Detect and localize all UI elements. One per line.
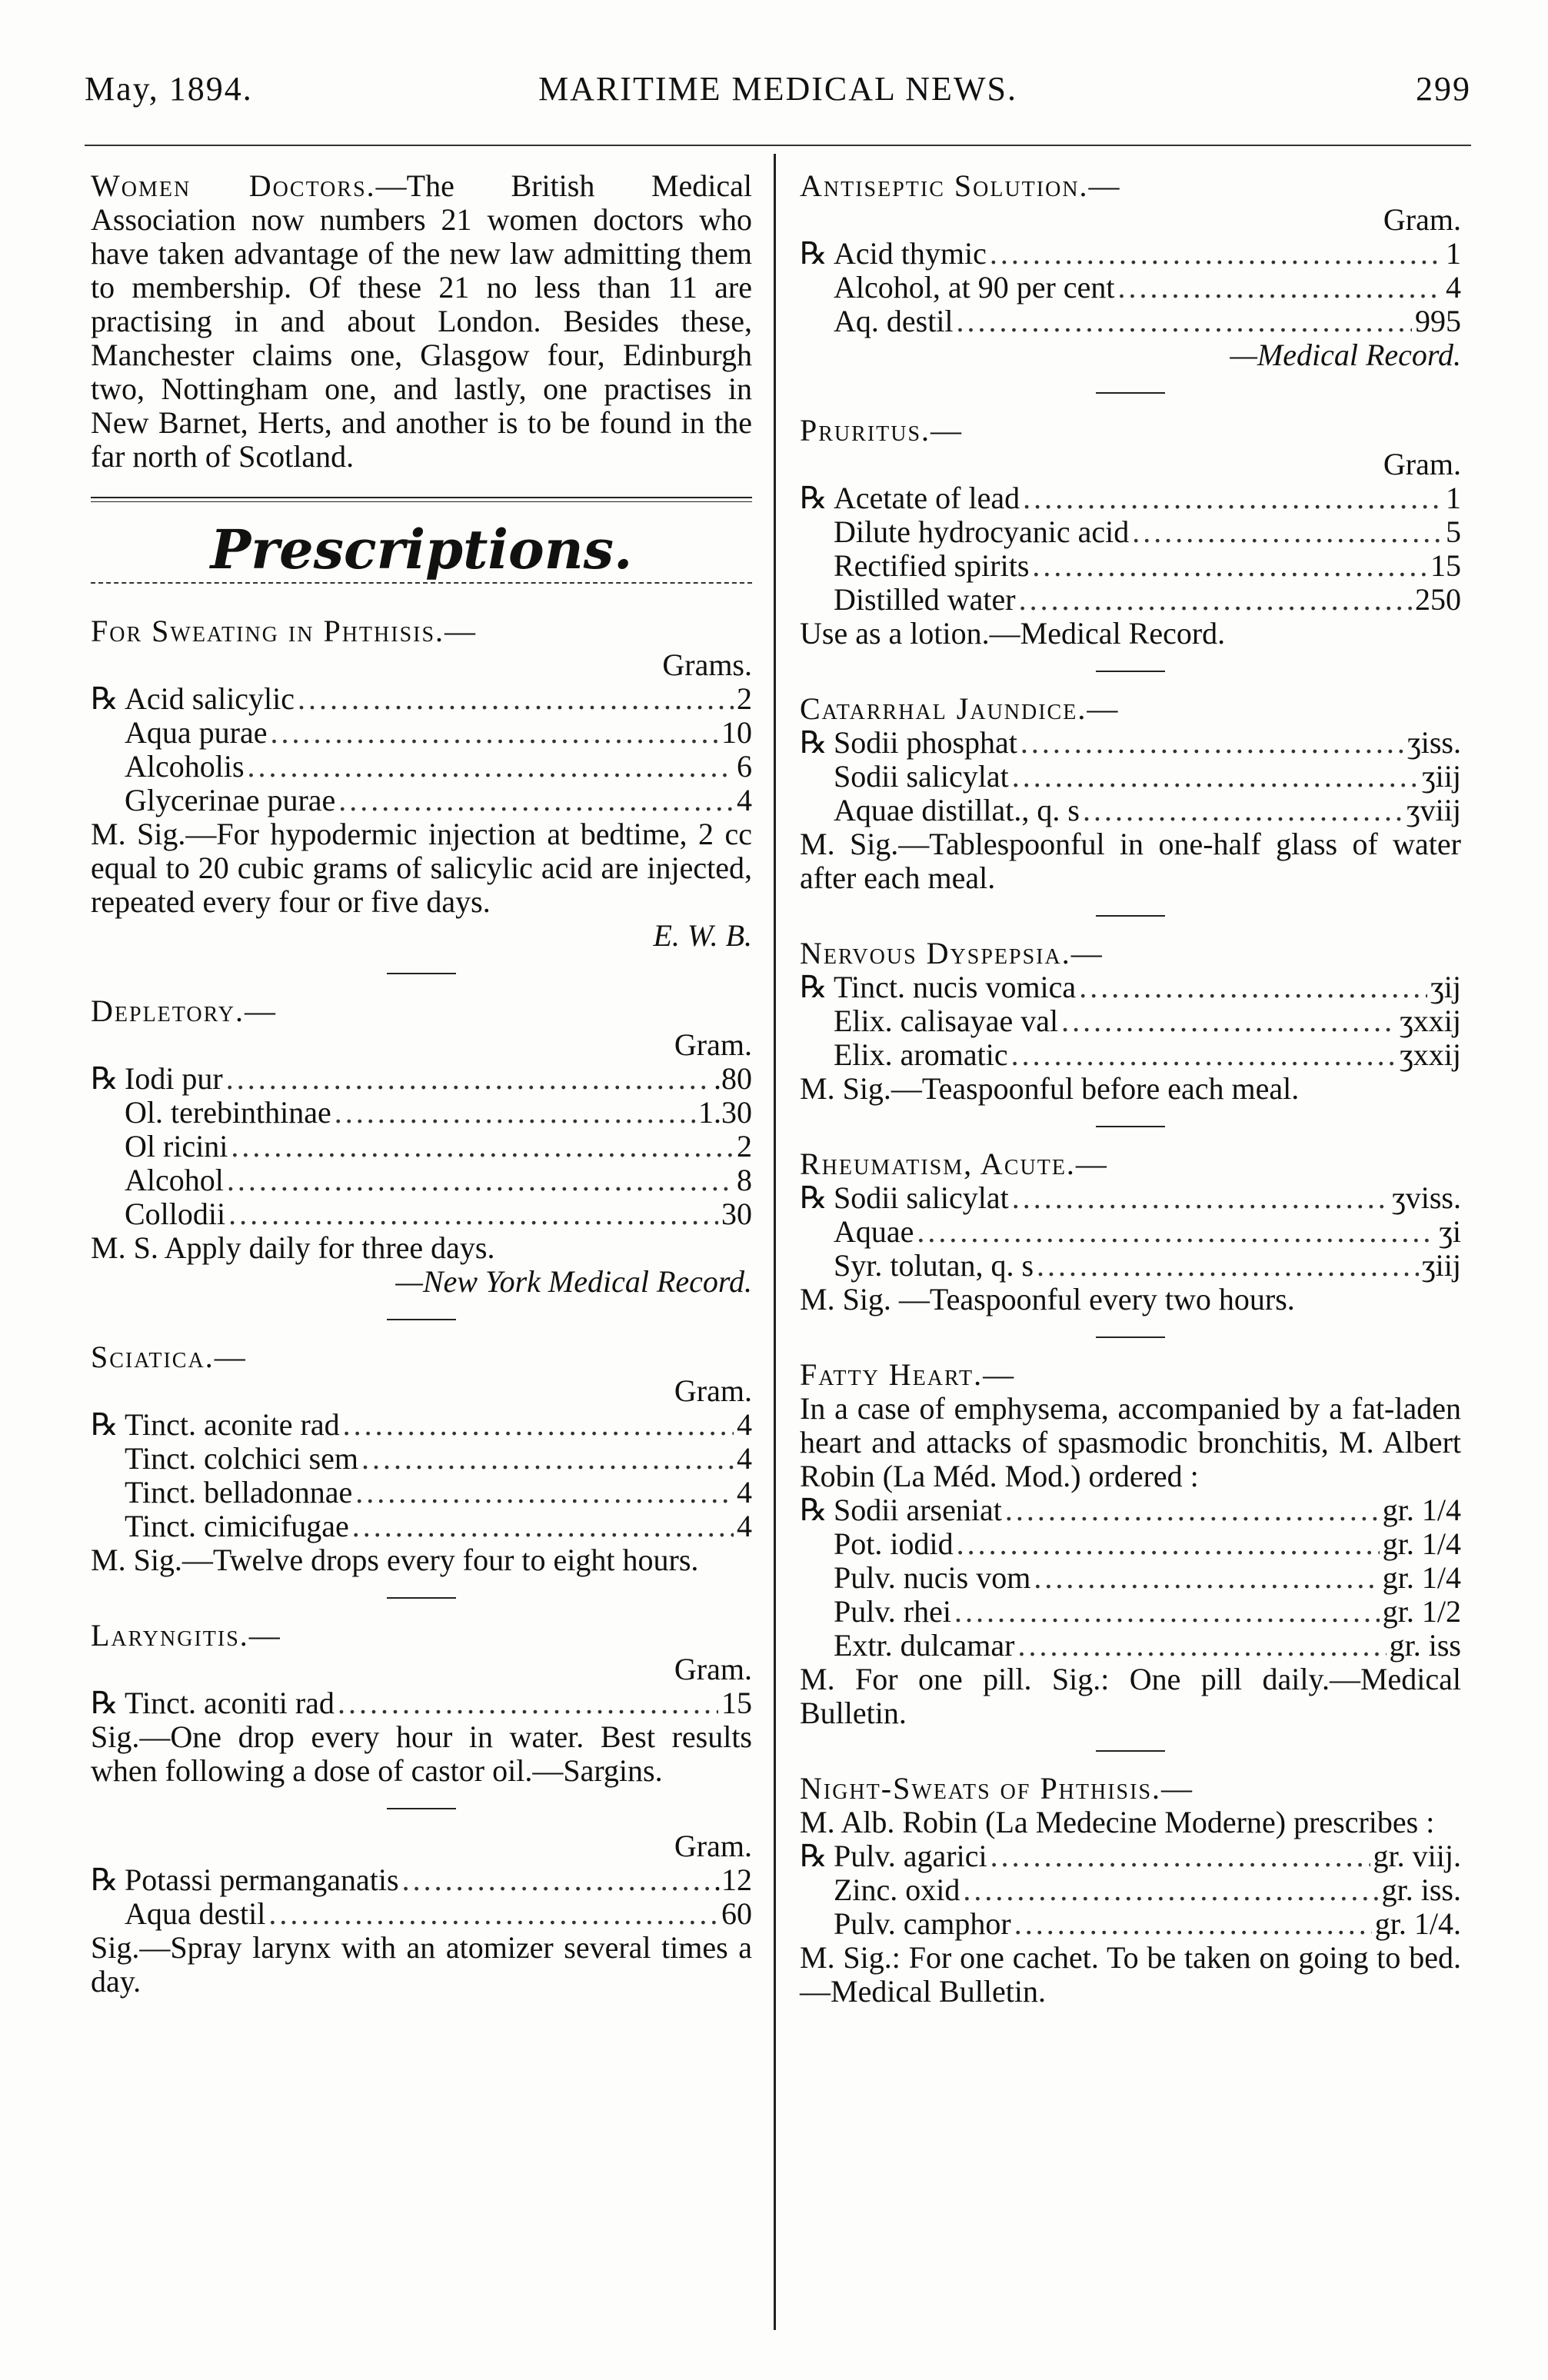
ingredient-name: Acid salicylic (125, 681, 295, 716)
recipe-symbol: ℞ (800, 1839, 827, 1873)
ingredient-name: Aqua purae (125, 715, 268, 750)
ingredient-line (91, 784, 752, 817)
ingredient-quantity: 60 (721, 1896, 752, 1931)
recipe-symbol: ℞ (91, 1407, 118, 1442)
leader-dots (1012, 760, 1419, 794)
prescription-antiseptic (800, 169, 1461, 372)
ingredient-quantity: 250 (1415, 582, 1461, 617)
ingredient-quantity: 2 (737, 1129, 752, 1163)
prescriptions-title: Prescriptions. (210, 518, 633, 581)
short-divider (1096, 915, 1165, 917)
ingredient-name: Sodii arseniat (834, 1493, 1002, 1527)
ingredient-quantity: ʒiij (1421, 759, 1461, 794)
ingredient-quantity: 995 (1415, 304, 1461, 338)
ingredient-line (800, 481, 1461, 515)
ingredient-name: Pulv. nucis vom (834, 1560, 1031, 1595)
title-rule (91, 582, 752, 584)
ingredient-line (91, 1062, 752, 1096)
recipe-symbol: ℞ (800, 1493, 827, 1527)
ingredient-line (91, 750, 752, 784)
ingredient-line (91, 1686, 752, 1720)
ingredient-quantity: 30 (721, 1197, 752, 1231)
ingredient-name: Glycerinae purae (125, 783, 336, 817)
section-divider (91, 497, 752, 502)
prescription-intro: In a case of emphysema, accompanied by a fat-laden heart and attacks of spasmodic bronchitis, M. Albert Robin (La Méd. Mod.) ordered : (800, 1391, 1461, 1493)
leader-dots (1012, 1181, 1389, 1215)
leader-dots (268, 1897, 718, 1931)
source-citation: —Medical Record. (1230, 338, 1461, 372)
ingredient-line (91, 1476, 752, 1510)
signa-directions: M. Sig. —Teaspoonful every two hours. (800, 1282, 1295, 1316)
ingredient-quantity: 5 (1446, 514, 1461, 549)
ingredient-name: Dilute hydrocyanic acid (834, 514, 1130, 549)
ingredient-line (800, 583, 1461, 617)
ingredient-quantity: 15 (1430, 548, 1461, 583)
prescription-nervous-dyspepsia (800, 937, 1461, 1106)
recipe-symbol: ℞ (91, 681, 118, 716)
ingredient-line (800, 1004, 1461, 1038)
short-divider (387, 1808, 456, 1809)
signa-directions: Use as a lotion.—Medical Record. (800, 616, 1226, 651)
ingredient-line (800, 1038, 1461, 1072)
ingredient-line (91, 1130, 752, 1163)
prescription-heading: Catarrhal Jaundice.— (800, 691, 1120, 726)
short-divider (1096, 1336, 1165, 1338)
ingredient-line (91, 1197, 752, 1231)
ingredient-name: Collodii (125, 1197, 226, 1231)
recipe-symbol: ℞ (91, 1061, 118, 1096)
ingredient-name: Tinct. belladonnae (125, 1475, 353, 1510)
issue-date: May, 1894. (85, 70, 253, 108)
leader-dots (402, 1863, 711, 1897)
ingredient-quantity: .12 (714, 1862, 752, 1897)
ingredient-name: Alcoholis (125, 749, 245, 784)
prescription-intro: M. Alb. Robin (La Medecine Moderne) prescribes : (800, 1805, 1435, 1839)
ingredient-line (91, 1442, 752, 1476)
right-column (800, 169, 1461, 2027)
leader-dots (1005, 1493, 1380, 1527)
prescription-heading: Night-Sweats of Phthisis.— (800, 1771, 1194, 1806)
ingredient-line (91, 1510, 752, 1543)
ingredient-name: Potassi permanganatis (125, 1862, 399, 1897)
ingredient-line (800, 515, 1461, 549)
recipe-symbol: ℞ (800, 236, 827, 271)
ingredient-quantity: ʒiss. (1407, 725, 1461, 760)
ingredient-quantity: gr. iss (1389, 1628, 1461, 1663)
ingredient-quantity: ʒij (1430, 970, 1461, 1004)
running-header (85, 69, 1471, 115)
journal-title: MARITIME MEDICAL NEWS. (538, 70, 1017, 108)
signa-directions: M. For one pill. Sig.: One pill daily.—Medical Bulletin. (800, 1662, 1461, 1730)
leader-dots (226, 1062, 711, 1096)
leader-dots (270, 716, 718, 750)
ingredient-name: Acid thymic (834, 236, 987, 271)
ingredient-quantity: gr. viij. (1373, 1839, 1461, 1873)
ingredient-line (800, 1873, 1461, 1907)
leader-dots (298, 682, 734, 716)
ingredient-name: Pot. iodid (834, 1526, 954, 1561)
ingredient-quantity: 4 (737, 1441, 752, 1476)
ingredient-name: Sodii salicylat (834, 759, 1009, 794)
signa-directions: M. Sig.—Twelve drops every four to eight hours. (91, 1543, 699, 1577)
ingredient-line (91, 1163, 752, 1197)
ingredient-quantity: gr. 1/2 (1382, 1594, 1461, 1629)
unit-label: Gram. (1383, 202, 1461, 237)
short-divider (1096, 1750, 1165, 1752)
ingredient-line (800, 1629, 1461, 1663)
recipe-symbol: ℞ (800, 970, 827, 1004)
leader-dots (1032, 549, 1427, 583)
header-rule (85, 145, 1471, 146)
ingredient-quantity: 4 (1446, 270, 1461, 305)
article-heading: Women Doctors. (91, 168, 376, 203)
ingredient-name: Extr. dulcamar (834, 1628, 1015, 1663)
leader-dots (1017, 1629, 1386, 1663)
prescription-permanganate (91, 1829, 752, 1999)
ingredient-quantity: ʒviij (1406, 793, 1461, 827)
ingredient-quantity: gr. 1/4 (1382, 1526, 1461, 1561)
ingredient-quantity: ʒxxij (1400, 1037, 1461, 1072)
leader-dots (1061, 1004, 1397, 1038)
unit-label: Gram. (674, 1829, 752, 1863)
leader-dots (990, 1839, 1370, 1873)
ingredient-name: Ol. terebinthinae (125, 1095, 331, 1130)
leader-dots (1132, 515, 1443, 549)
signa-directions: M. Sig.—For hypodermic injection at bedtime, 2 cc equal to 20 cubic grams of salicylic acid are injected, repeated every four or five days. (91, 817, 752, 919)
short-divider (387, 1319, 456, 1320)
ingredient-line (91, 1897, 752, 1931)
ingredient-line (800, 1561, 1461, 1595)
ingredient-name: Tinct. cimicifugae (125, 1509, 349, 1543)
ingredient-name: Ol ricini (125, 1129, 228, 1163)
leader-dots (1034, 1561, 1379, 1595)
author-initials: E. W. B. (653, 918, 752, 953)
short-divider (387, 973, 456, 974)
signa-directions: M. Sig.: For one cachet. To be taken on going to bed.—Medical Bulletin. (800, 1940, 1461, 2009)
ingredient-quantity: 4 (737, 783, 752, 817)
recipe-symbol: ℞ (91, 1686, 118, 1720)
leader-dots (355, 1476, 734, 1510)
ingredient-line (91, 716, 752, 750)
ingredient-line (91, 682, 752, 716)
ingredient-name: Pulv. agarici (834, 1839, 987, 1873)
prescription-heading: Antiseptic Solution.— (800, 168, 1121, 203)
ingredient-name: Aquae distillat., q. s (834, 793, 1080, 827)
prescription-heading: Depletory.— (91, 994, 277, 1028)
leader-dots (1117, 271, 1443, 305)
ingredient-quantity: 10 (721, 715, 752, 750)
ingredient-name: Elix. aromatic (834, 1037, 1008, 1072)
prescription-depletory (91, 994, 752, 1299)
ingredient-quantity: 2 (737, 681, 752, 716)
ingredient-name: Acetate of lead (834, 481, 1020, 515)
prescription-heading: Pruritus.— (800, 413, 964, 448)
ingredient-quantity: gr. 1/4. (1374, 1906, 1461, 1941)
recipe-symbol: ℞ (91, 1862, 118, 1897)
leader-dots (1083, 794, 1403, 827)
leader-dots (361, 1442, 734, 1476)
ingredient-line (800, 970, 1461, 1004)
ingredient-line (800, 1215, 1461, 1249)
leader-dots (228, 1197, 718, 1231)
leader-dots (1011, 1038, 1397, 1072)
leader-dots (1079, 970, 1427, 1004)
prescription-sweating (91, 614, 752, 953)
ingredient-name: Pulv. camphor (834, 1906, 1011, 1941)
ingredient-line (800, 1249, 1461, 1283)
ingredient-line (800, 726, 1461, 760)
ingredient-quantity: ʒiij (1421, 1248, 1461, 1283)
prescription-heading: Sciatica.— (91, 1340, 247, 1374)
unit-label: Grams. (662, 647, 752, 682)
ingredient-line (800, 794, 1461, 827)
prescription-heading: Rheumatism, Acute.— (800, 1147, 1108, 1181)
ingredient-name: Iodi pur (125, 1061, 223, 1096)
ingredient-name: Sodii phosphat (834, 725, 1017, 760)
ingredient-name: Zinc. oxid (834, 1872, 960, 1907)
column-divider (774, 154, 776, 2330)
ingredient-quantity: gr. iss. (1381, 1872, 1461, 1907)
leader-dots (1037, 1249, 1419, 1283)
ingredient-quantity: gr. 1/4 (1382, 1560, 1461, 1595)
signa-directions: M. Sig.—Tablespoonful in one-half glass of water after each meal. (800, 827, 1461, 895)
leader-dots (335, 1096, 695, 1130)
leader-dots (1023, 481, 1443, 515)
ingredient-line (800, 271, 1461, 305)
ingredient-quantity: 15 (721, 1686, 752, 1720)
prescription-heading: Laryngitis.— (91, 1618, 281, 1653)
ingredient-name: Tinct. aconiti rad (125, 1686, 335, 1720)
ingredient-quantity: 4 (737, 1509, 752, 1543)
leader-dots (338, 1686, 718, 1720)
leader-dots (338, 784, 734, 817)
prescription-laryngitis (91, 1619, 752, 1788)
prescription-pruritus (800, 414, 1461, 651)
unit-label: Gram. (1383, 447, 1461, 481)
ingredient-line (800, 1493, 1461, 1527)
ingredient-quantity: 1.30 (698, 1095, 752, 1130)
signa-directions: M. Sig.—Teaspoonful before each meal. (800, 1071, 1300, 1106)
ingredient-name: Tinct. nucis vomica (834, 970, 1077, 1004)
prescription-catarrhal-jaundice (800, 692, 1461, 895)
ingredient-quantity: ʒi (1439, 1214, 1461, 1249)
ingredient-name: Aqua destil (125, 1896, 266, 1931)
ingredient-quantity: ʒviss. (1392, 1180, 1461, 1215)
short-divider (1096, 671, 1165, 672)
ingredient-quantity: 4 (737, 1407, 752, 1442)
ingredient-line (91, 1096, 752, 1130)
ingredient-name: Elix. calisayae val (834, 1004, 1059, 1038)
ingredient-name: Distilled water (834, 582, 1016, 617)
leader-dots (1014, 1907, 1372, 1941)
ingredient-quantity: 8 (737, 1163, 752, 1197)
signa-directions: M. S. Apply daily for three days. (91, 1230, 495, 1265)
ingredient-line (91, 1408, 752, 1442)
left-column (91, 169, 752, 2017)
leader-dots (248, 750, 734, 784)
leader-dots (963, 1873, 1378, 1907)
prescription-night-sweats (800, 1772, 1461, 2009)
recipe-symbol: ℞ (800, 1180, 827, 1215)
ingredient-line (800, 1595, 1461, 1629)
ingredient-quantity: gr. 1/4 (1382, 1493, 1461, 1527)
ingredient-name: Rectified spirits (834, 548, 1030, 583)
leader-dots (343, 1408, 734, 1442)
ingredient-name: Tinct. aconite rad (125, 1407, 340, 1442)
recipe-symbol: ℞ (800, 481, 827, 515)
ingredient-name: Sodii salicylat (834, 1180, 1009, 1215)
ingredient-quantity: 6 (737, 749, 752, 784)
ingredient-line (800, 760, 1461, 794)
short-divider (387, 1597, 456, 1599)
short-divider (1096, 1126, 1165, 1127)
ingredient-name: Alcohol (125, 1163, 224, 1197)
prescription-heading: For Sweating in Phthisis.— (91, 614, 478, 648)
source-citation: —New York Medical Record. (395, 1264, 752, 1299)
ingredient-line (800, 1181, 1461, 1215)
leader-dots (1019, 583, 1412, 617)
ingredient-line (800, 1839, 1461, 1873)
prescription-heading: Nervous Dyspepsia.— (800, 936, 1104, 970)
ingredient-line (800, 1907, 1461, 1941)
ingredient-quantity: ʒxxij (1400, 1004, 1461, 1038)
leader-dots (231, 1130, 734, 1163)
signa-directions: Sig.—Spray larynx with an atomizer several times a day. (91, 1930, 752, 1999)
short-divider (1096, 392, 1165, 394)
unit-label: Gram. (674, 1373, 752, 1408)
ingredient-name: Aquae (834, 1214, 914, 1249)
ingredient-name: Syr. tolutan, q. s (834, 1248, 1034, 1283)
leader-dots (917, 1215, 1436, 1249)
ingredient-quantity: .80 (714, 1061, 752, 1096)
ingredient-name: Alcohol, at 90 per cent (834, 270, 1115, 305)
prescription-rheumatism (800, 1147, 1461, 1316)
unit-label: Gram. (674, 1652, 752, 1686)
page-number: 299 (1416, 70, 1471, 108)
recipe-symbol: ℞ (800, 725, 827, 760)
ingredient-name: Aq. destil (834, 304, 954, 338)
ingredient-quantity: 1 (1446, 481, 1461, 515)
ingredient-line (800, 237, 1461, 271)
prescription-fatty-heart (800, 1358, 1461, 1730)
leader-dots (227, 1163, 734, 1197)
ingredient-name: Tinct. colchici sem (125, 1441, 359, 1476)
leader-dots (957, 1527, 1380, 1561)
leader-dots (1020, 726, 1404, 760)
ingredient-quantity: 1 (1446, 236, 1461, 271)
women-doctors-article (91, 169, 752, 474)
leader-dots (990, 237, 1443, 271)
signa-directions: Sig.—One drop every hour in water. Best results when following a dose of castor oil.—Sargins. (91, 1719, 752, 1788)
ingredient-name: Pulv. rhei (834, 1594, 951, 1629)
leader-dots (954, 1595, 1380, 1629)
prescription-sciatica (91, 1340, 752, 1577)
ingredient-line (800, 1527, 1461, 1561)
ingredient-line (800, 549, 1461, 583)
article-body: —The British Medical Association now numbers 21 women doctors who have taken advantage of the new law admitting them to membership. Of these 21 no less than 11 are practising in and about London. Besides these, Manchester claims one, Glasgow four, Edinburgh two, Nottingham one, and lastly, one practises in New Barnet, Herts, and another is to be found in the far north of Scotland. (91, 168, 753, 474)
leader-dots (352, 1510, 734, 1543)
unit-label: Gram. (674, 1027, 752, 1062)
leader-dots (957, 305, 1412, 338)
prescription-heading: Fatty Heart.— (800, 1357, 1016, 1392)
ingredient-quantity: 4 (737, 1475, 752, 1510)
ingredient-line (800, 305, 1461, 338)
ingredient-line (91, 1863, 752, 1897)
